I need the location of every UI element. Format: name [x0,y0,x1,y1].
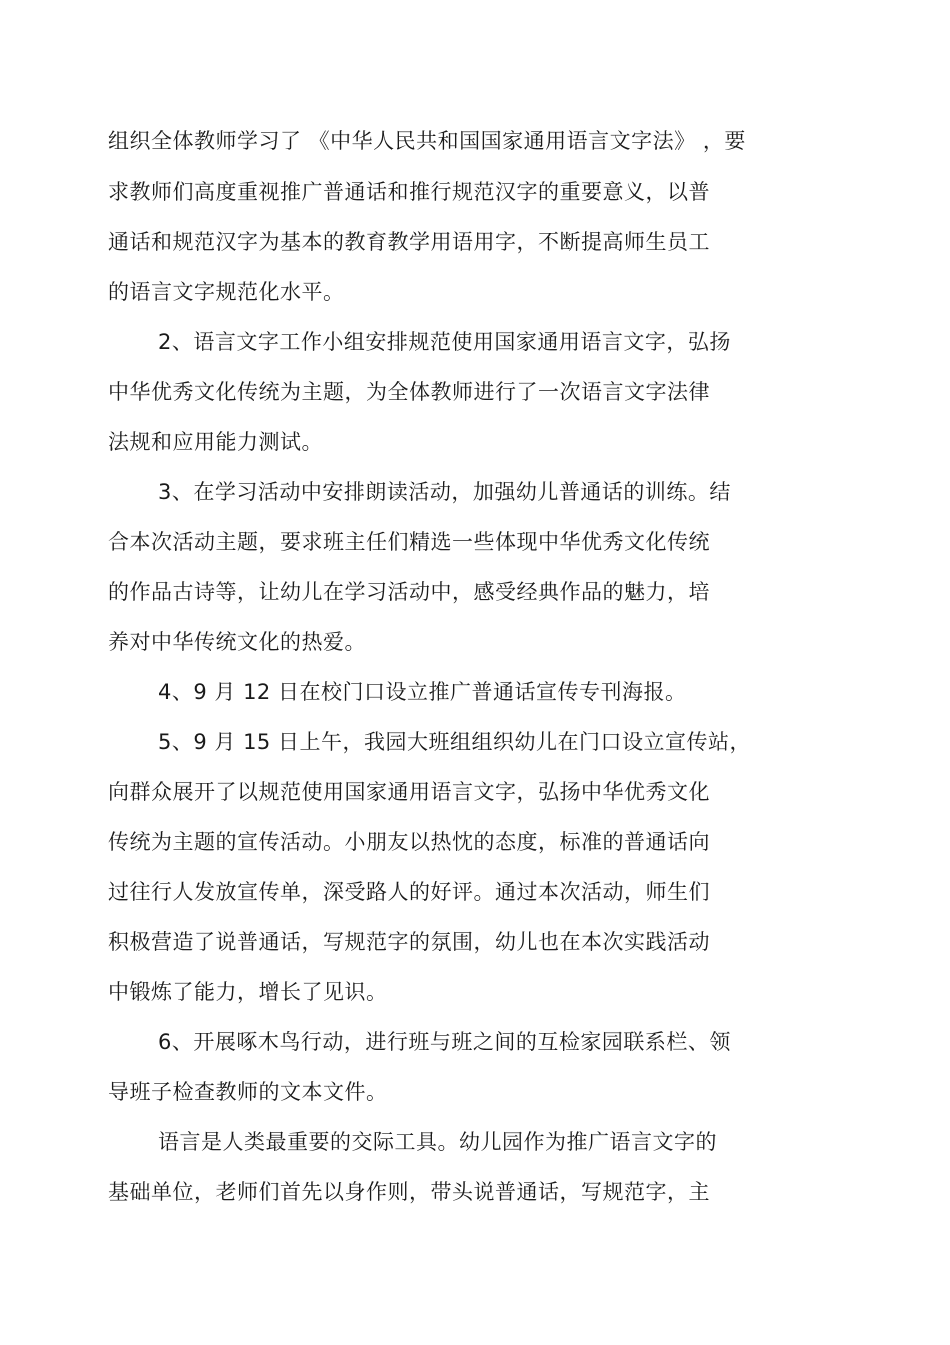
text-line: 4、9 月 12 日在校门口设立推广普通话宣传专刊海报。 [158,680,687,704]
text-line: 向群众展开了以规范使用国家通用语言文字，弘扬中华优秀文化 [108,780,710,804]
text-line: 基础单位，老师们首先以身作则，带头说普通话，写规范字，主 [108,1180,710,1204]
text-line: 2、语言文字工作小组安排规范使用国家通用语言文字，弘扬 [158,330,731,354]
text-line: 组织全体教师学习了 《中华人民共和国国家通用语言文字法》 ，要 [108,129,746,153]
text-line: 积极营造了说普通话，写规范字的氛围，幼儿也在本次实践活动 [108,930,710,954]
text-line: 3、在学习活动中安排朗读活动，加强幼儿普通话的训练。结 [158,480,731,504]
text-line: 5、9 月 15 日上午，我园大班组组织幼儿在门口设立宣传站， [158,730,751,754]
text-line: 求教师们高度重视推广普通话和推行规范汉字的重要意义，以普 [108,180,710,204]
text-line: 6、开展啄木鸟行动，进行班与班之间的互检家园联系栏、领 [158,1030,731,1054]
text-line: 中华优秀文化传统为主题，为全体教师进行了一次语言文字法律 [108,380,710,404]
text-line: 法规和应用能力测试。 [108,430,323,454]
text-line: 的作品古诗等，让幼儿在学习活动中，感受经典作品的魅力，培 [108,580,710,604]
text-line: 导班子检查教师的文本文件。 [108,1080,388,1104]
text-line: 传统为主题的宣传活动。小朋友以热忱的态度，标准的普通话向 [108,830,710,854]
text-line: 的语言文字规范化水平。 [108,280,345,304]
text-line: 通话和规范汉字为基本的教育教学用语用字，不断提高师生员工 [108,230,710,254]
text-line: 养对中华传统文化的热爱。 [108,630,366,654]
text-line: 合本次活动主题，要求班主任们精选一些体现中华优秀文化传统 [108,530,710,554]
text-line: 语言是人类最重要的交际工具。幼儿园作为推广语言文字的 [158,1130,717,1154]
text-line: 中锻炼了能力，增长了见识。 [108,980,388,1004]
text-line: 过往行人发放宣传单，深受路人的好评。通过本次活动，师生们 [108,880,710,904]
